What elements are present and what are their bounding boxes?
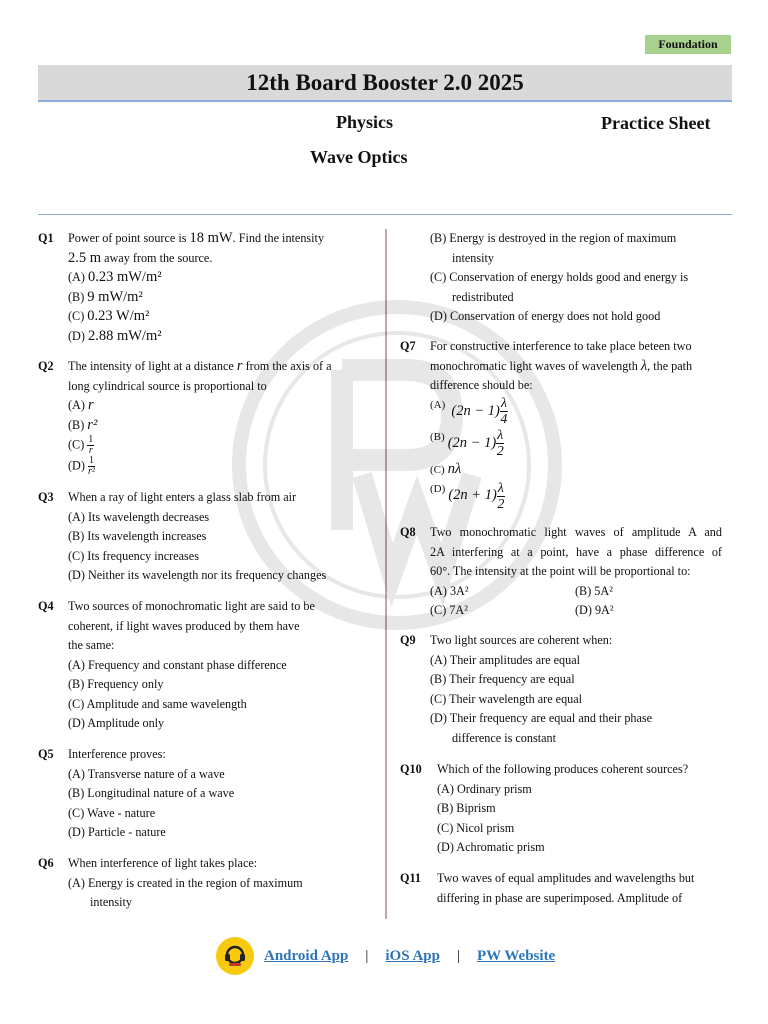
option-a[interactable]: (A) Its wavelength decreases bbox=[68, 509, 210, 524]
question-text: Power of point source is 18 mW. Find the intensity 2.5 m away from the source. bbox=[68, 230, 325, 266]
option-c[interactable]: (C) Their wavelength are equal bbox=[430, 691, 583, 706]
question-4 bbox=[38, 597, 368, 734]
question-6-continued bbox=[400, 229, 730, 327]
option-a[interactable]: (A) Ordinary prism bbox=[437, 781, 532, 796]
question-3 bbox=[38, 488, 368, 586]
question-7 bbox=[400, 337, 730, 512]
pw-headset-logo-icon bbox=[216, 937, 254, 975]
option-b[interactable]: (B) Longitudinal nature of a wave bbox=[68, 786, 235, 800]
option-c[interactable]: (C) 7A² bbox=[430, 603, 468, 617]
question-11 bbox=[400, 869, 730, 908]
header-divider bbox=[38, 214, 732, 215]
option-a[interactable]: (A) r bbox=[68, 397, 94, 413]
option-c[interactable]: (C) Nicol prism bbox=[437, 820, 515, 835]
option-b[interactable]: (B) Their frequency are equal bbox=[430, 672, 575, 686]
question-text: For constructive interference to take place beteen two monochromatic light waves of wavelength λ, the path difference should be: bbox=[430, 339, 693, 392]
question-text: Two waves of equal amplitudes and wavelengths but differing in phase are superimposed. Amplitude of bbox=[437, 871, 695, 905]
question-text: Two monochromatic light waves of amplitude A and 2A interfering at a point, have a phase difference of bbox=[430, 525, 722, 559]
option-a[interactable]: (A) Energy is created in the region of maximum intensity bbox=[68, 875, 303, 909]
question-text: Which of the following produces coherent sources? bbox=[437, 762, 689, 776]
question-number: Q6 bbox=[38, 856, 54, 870]
subject-heading: Physics bbox=[336, 112, 394, 132]
option-d[interactable]: (D) (2n + 1) $\frac{\lambda}{2}$ bbox=[430, 480, 505, 512]
android-app-link[interactable]: Android App bbox=[264, 947, 349, 964]
option-d[interactable]: (D) Their frequency are equal and their phase difference is constant bbox=[430, 711, 653, 745]
option-a[interactable]: (A) (2n − 1) $\frac{\lambda}{4}$ bbox=[430, 396, 508, 427]
question-number: Q3 bbox=[38, 490, 54, 504]
question-6 bbox=[38, 854, 368, 913]
option-c[interactable]: (C) Wave - nature bbox=[68, 805, 156, 820]
question-9 bbox=[400, 631, 730, 748]
question-text: Two light sources are coherent when: bbox=[430, 633, 613, 647]
question-10 bbox=[400, 760, 730, 858]
option-b[interactable]: (B) Frequency only bbox=[68, 677, 164, 691]
chapter-heading: Wave Optics bbox=[310, 147, 408, 167]
question-number: Q1 bbox=[38, 231, 54, 245]
option-b[interactable]: (B) Biprism bbox=[437, 801, 496, 815]
option-d[interactable]: (D) Particle - nature bbox=[68, 825, 166, 839]
option-b[interactable]: (B) Energy is destroyed in the region of maximum intensity bbox=[430, 231, 677, 265]
footer-separator: | bbox=[457, 947, 461, 964]
option-d[interactable]: (D) 9A² bbox=[575, 603, 614, 617]
option-d[interactable]: (D) Conservation of energy does not hold good bbox=[430, 309, 661, 323]
page-title: 12th Board Booster 2.0 2025 bbox=[38, 65, 732, 102]
question-2 bbox=[38, 357, 368, 477]
option-a[interactable]: (A) Frequency and constant phase difference bbox=[68, 657, 287, 672]
option-d[interactable]: (D) Amplitude only bbox=[68, 716, 165, 730]
question-number: Q5 bbox=[38, 747, 54, 761]
option-c[interactable]: (C) Its frequency increases bbox=[68, 548, 199, 563]
option-b[interactable]: (B) 9 mW/m² bbox=[68, 288, 143, 305]
question-number: Q2 bbox=[38, 359, 54, 373]
column-divider bbox=[385, 229, 387, 919]
option-d[interactable]: (D) Neither its wavelength nor its frequency changes bbox=[68, 568, 327, 582]
option-a[interactable]: (A) 3A² bbox=[430, 583, 469, 598]
question-number: Q10 bbox=[400, 762, 422, 776]
option-c[interactable]: (C) $\frac{1}{r}$ bbox=[68, 434, 94, 456]
option-c[interactable]: (C) 0.23 W/m² bbox=[68, 308, 150, 324]
footer-links bbox=[216, 936, 555, 976]
question-5 bbox=[38, 745, 368, 843]
question-number: Q11 bbox=[400, 871, 421, 885]
option-d[interactable]: (D) 2.88 mW/m² bbox=[68, 327, 162, 344]
option-b[interactable]: (B) Its wavelength increases bbox=[68, 529, 207, 543]
options-grid bbox=[430, 582, 722, 621]
question-number: Q7 bbox=[400, 339, 416, 353]
sheet-type-heading: Practice Sheet bbox=[601, 113, 711, 133]
option-c[interactable]: (C) nλ bbox=[430, 460, 462, 477]
question-text: Two sources of monochromatic light are said to be coherent, if light waves produced by them have the same: bbox=[68, 599, 315, 652]
question-text: The intensity of light at a distance r from the axis of a long cylindrical source is proportional to bbox=[68, 358, 332, 393]
question-number: Q8 bbox=[400, 525, 416, 539]
option-a[interactable]: (A) 0.23 mW/m² bbox=[68, 269, 162, 285]
option-d[interactable]: (D) Achromatic prism bbox=[437, 840, 545, 854]
level-badge: Foundation bbox=[645, 35, 731, 54]
option-b[interactable]: (B) (2n − 1) $\frac{\lambda}{2}$ bbox=[430, 428, 504, 459]
option-b[interactable]: (B) 5A² bbox=[575, 583, 613, 598]
question-1 bbox=[38, 229, 368, 346]
pw-website-link[interactable]: PW Website bbox=[477, 947, 556, 964]
option-a[interactable]: (A) Their amplitudes are equal bbox=[430, 652, 581, 667]
option-d[interactable]: (D) $\frac{1}{\text{r²}}$ bbox=[68, 455, 95, 477]
option-b[interactable]: (B) r² bbox=[68, 416, 98, 433]
question-text: Interference proves: bbox=[68, 747, 166, 761]
ios-app-link[interactable]: iOS App bbox=[385, 947, 440, 964]
question-number: Q9 bbox=[400, 633, 416, 647]
option-c[interactable]: (C) Conservation of energy holds good and energy is redistributed bbox=[430, 270, 689, 304]
footer-separator: | bbox=[365, 947, 369, 964]
question-text: When a ray of light enters a glass slab from air bbox=[68, 490, 297, 504]
option-c[interactable]: (C) Amplitude and same wavelength bbox=[68, 696, 247, 711]
option-a[interactable]: (A) Transverse nature of a wave bbox=[68, 766, 225, 781]
question-text: When interference of light takes place: bbox=[68, 856, 258, 870]
question-number: Q4 bbox=[38, 599, 54, 613]
question-8: Q8 Two monochromatic light waves of amplitude A and 2A interfering at a point, have a phase difference of 60°. The intensity at the point will be proportional to: (A) 3A² (B) 5A² (C) 7A² (D) 9A² bbox=[400, 523, 722, 621]
